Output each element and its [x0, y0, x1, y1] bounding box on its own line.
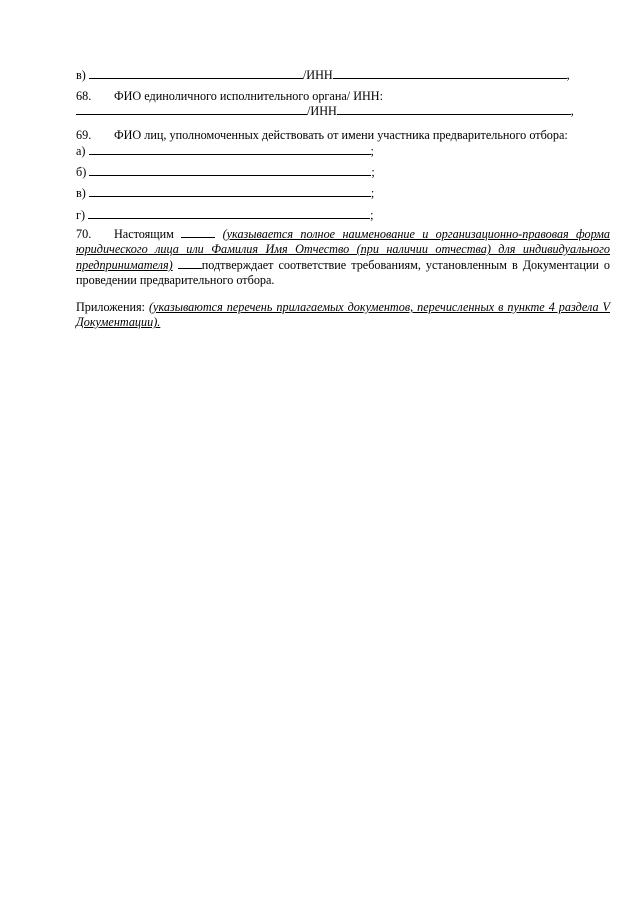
person-prefix: в) — [76, 186, 86, 200]
person-blank[interactable] — [89, 164, 371, 176]
person-row-b — [76, 164, 375, 179]
person-blank[interactable] — [88, 207, 370, 219]
row-v-prefix: в) — [76, 68, 86, 82]
row-end: ; — [370, 186, 375, 200]
item-70-lead: Настоящим — [114, 227, 174, 241]
row-end: ; — [370, 144, 374, 158]
item-69-heading — [76, 128, 568, 142]
item-69-number: 69. — [76, 128, 92, 142]
person-row-v — [76, 185, 374, 200]
item-68-heading — [76, 89, 383, 103]
appendix-paragraph — [76, 300, 610, 330]
row-v-top — [76, 67, 570, 82]
inn-blank[interactable] — [333, 67, 567, 79]
person-prefix: г) — [76, 208, 86, 222]
name-blank[interactable] — [181, 226, 215, 238]
item-70-number: 70. — [76, 227, 92, 241]
item-69-text: ФИО лиц, уполномоченных действовать от имени участника предварительного отбора: — [114, 128, 568, 142]
appendix-instruction: (указываются перечень прилагаемых документов, перечисленных в пункте 4 раздела V Документации). — [76, 300, 610, 329]
item-68-fields — [76, 103, 574, 118]
person-row-a — [76, 143, 374, 158]
person-blank[interactable] — [89, 143, 371, 155]
inn-blank[interactable] — [337, 103, 571, 115]
fio-blank[interactable] — [89, 67, 303, 79]
item-70-rest: подтверждает соответствие требованиям, установленным в Документации о проведении предварительного отбора. — [76, 258, 611, 287]
person-row-g — [76, 207, 374, 222]
item-70-paragraph — [76, 226, 610, 288]
appendix-label: Приложения: — [76, 300, 145, 314]
inn-label: /ИНН — [302, 68, 333, 82]
person-blank[interactable] — [89, 185, 371, 197]
inn-label: /ИНН — [307, 104, 337, 118]
person-prefix: б) — [76, 165, 87, 179]
row-end: ; — [370, 208, 374, 222]
row-end: , — [570, 104, 574, 118]
item-70-instruction: (указывается полное наименование и организационно-правовая форма юридического лица или Фамилия Имя Отчество (при наличии отчества) для индивидуального предпринимателя) — [76, 227, 610, 272]
name-blank-end[interactable] — [178, 257, 202, 269]
fio-blank[interactable] — [76, 103, 307, 115]
item-68-text: ФИО единоличного исполнительного органа/ ИНН: — [114, 89, 383, 103]
item-68-number: 68. — [76, 89, 92, 103]
person-prefix: а) — [76, 144, 86, 158]
row-end: ; — [371, 165, 375, 179]
row-end: , — [566, 68, 570, 82]
